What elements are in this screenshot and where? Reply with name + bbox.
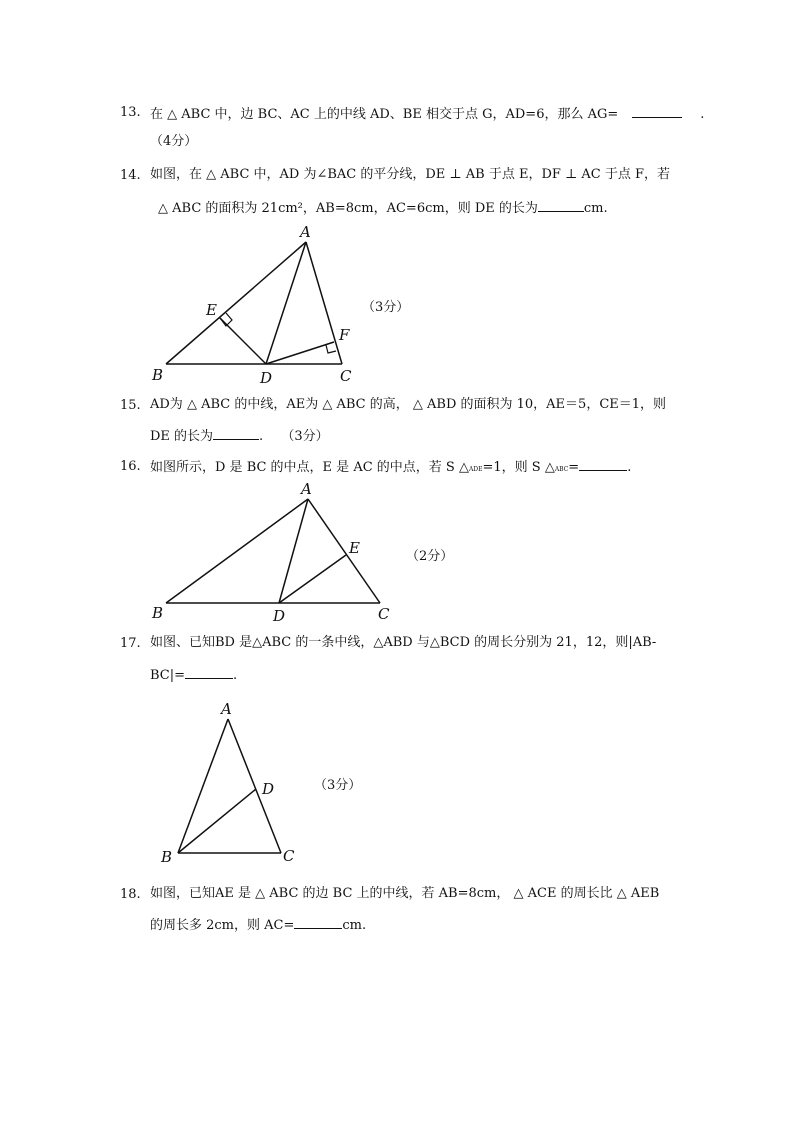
label-c: C [378, 605, 390, 623]
question-score: （2分） [406, 549, 454, 564]
label-c: C [283, 847, 295, 865]
question-text-line2: DE 的长为 . （3分） [150, 426, 329, 446]
question-text-line1: 如图、已知BD 是△ABC 的一条中线，△ABD 与△BCD 的周长分别为 21，12，则|AB- [150, 635, 657, 650]
label-a: A [300, 223, 311, 241]
label-a: A [221, 700, 232, 718]
label-f: F [339, 326, 350, 344]
label-e: E [349, 539, 360, 557]
question-number: 18. [120, 887, 141, 902]
answer-blank[interactable] [294, 915, 342, 929]
question-text-line2: △ ABC 的面积为 21cm²，AB=8cm，AC=6cm，则 DE 的长为 cm. [158, 198, 608, 218]
question-number: 14. [120, 168, 141, 183]
question-text-line1: AD为 △ ABC 的中线，AE为 △ ABC 的高， △ ABD 的面积为 10，AE＝5，CE＝1，则 [150, 397, 667, 412]
question-text-line2: BC|= . [150, 665, 237, 685]
question-number: 13. [120, 105, 141, 120]
label-e: E [206, 301, 217, 319]
label-d: D [273, 607, 286, 625]
label-a: A [301, 480, 312, 498]
question-text-line1: 如图，在 △ ABC 中，AD 为∠BAC 的平分线，DE ⊥ AB 于点 E，DF ⊥ AC 于点 F，若 [150, 167, 671, 182]
question-score: （4分） [150, 134, 198, 149]
label-b: B [152, 366, 164, 384]
question-text-line1: 如图，已知AE 是 △ ABC 的边 BC 上的中线，若 AB=8cm， △ ACE 的周长比 △ AEB [150, 886, 660, 901]
question-text: 在 △ ABC 中，边 BC、AC 上的中线 AD、BE 相交于点 G，AD=6，那么 AG= . [150, 104, 704, 124]
question-number: 17. [120, 636, 141, 651]
question-text: 如图所示，D 是 BC 的中点，E 是 AC 的中点，若 S △ADE=1，则 S △ABC= . [150, 457, 631, 479]
question-number: 15. [120, 398, 141, 413]
label-d: D [260, 369, 273, 387]
question-score: （3分） [314, 778, 362, 793]
question-score: （3分） [362, 300, 410, 315]
question-score: （3分） [281, 429, 329, 444]
label-b: B [152, 604, 164, 622]
question-number: 16. [120, 459, 141, 474]
label-c: C [340, 367, 352, 385]
label-d: D [262, 780, 275, 798]
question-text-line2: 的周长多 2cm，则 AC= cm. [150, 915, 366, 935]
label-b: B [161, 848, 173, 866]
